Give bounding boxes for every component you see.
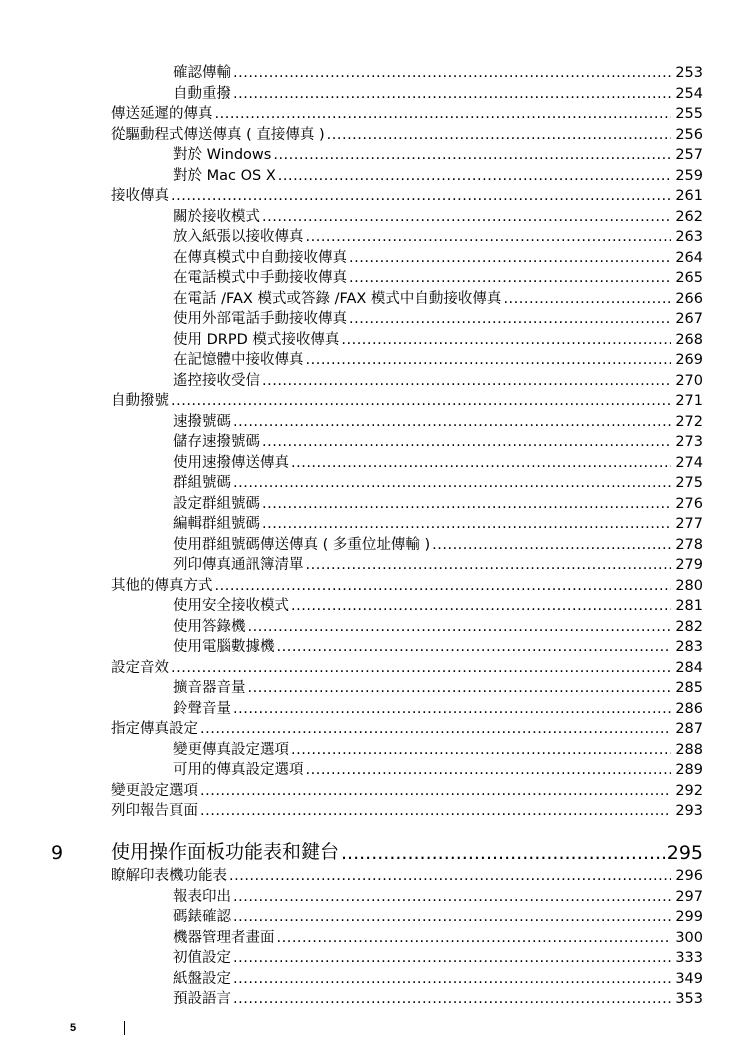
- toc-entry[interactable]: [173, 328, 703, 348]
- leader-dots: [248, 619, 672, 635]
- leader-dots: [215, 106, 672, 122]
- toc-entry-page: 268: [675, 331, 703, 348]
- toc-entry-page: 262: [675, 208, 703, 225]
- toc-entry-title: 列印傳真通訊簿清單: [173, 557, 304, 573]
- toc-entry[interactable]: [111, 717, 703, 737]
- toc-entry[interactable]: [173, 926, 703, 946]
- toc-entry[interactable]: [173, 164, 703, 184]
- toc-entry-title: 群組號碼: [173, 475, 231, 491]
- leader-dots: [233, 414, 671, 430]
- toc-entry-page: 353: [675, 991, 703, 1007]
- toc-entry-page: 292: [675, 782, 703, 799]
- toc-entry-title: 機器管理者畫面: [173, 929, 275, 946]
- toc-entry-page: 267: [675, 311, 703, 327]
- leader-dots: [200, 721, 671, 737]
- toc-entry-title: 初值設定: [173, 950, 231, 966]
- toc-entry-title: 在電話 /FAX 模式或答錄 /FAX 模式中自動接收傳真: [173, 290, 502, 307]
- toc-entry-title: 對於 Windows: [173, 147, 272, 163]
- leader-dots: [306, 352, 672, 368]
- leader-dots: [349, 270, 671, 286]
- toc-entry[interactable]: [111, 574, 703, 594]
- toc-entry-title: 使用 DRPD 模式接收傳真: [173, 331, 340, 348]
- toc-entry[interactable]: [111, 864, 703, 884]
- toc-entry[interactable]: [173, 369, 703, 389]
- toc-entry-page: 297: [675, 888, 703, 905]
- leader-dots: [277, 930, 672, 946]
- leader-dots: [233, 701, 671, 717]
- toc-entry[interactable]: [173, 410, 703, 430]
- leader-dots: [171, 660, 671, 676]
- toc-entry[interactable]: [111, 799, 703, 819]
- toc-entry-page: 263: [675, 229, 703, 245]
- toc-entry-title: 速撥號碼: [173, 413, 231, 430]
- leader-dots: [200, 803, 671, 819]
- toc-entry[interactable]: [173, 225, 703, 245]
- toc-entry-title: 使用速撥傳送傳真: [173, 454, 289, 471]
- toc-entry[interactable]: [111, 389, 703, 409]
- leader-dots: [233, 950, 671, 966]
- leader-dots: [262, 434, 671, 450]
- toc-entry-title: 報表印出: [173, 888, 231, 905]
- toc-entry[interactable]: [173, 512, 703, 532]
- toc-entry-page: 296: [675, 868, 703, 884]
- toc-entry[interactable]: [173, 635, 703, 655]
- toc-entry-page: 280: [675, 577, 703, 594]
- toc-entry-page: 299: [675, 909, 703, 925]
- leader-dots: [277, 639, 672, 655]
- leader-dots: [233, 991, 671, 1007]
- toc-entry[interactable]: [173, 143, 703, 163]
- footer-page-number: 5: [70, 1022, 77, 1034]
- toc-entry-page: 289: [675, 762, 703, 778]
- toc-entry-title: 可用的傳真設定選項: [173, 762, 304, 778]
- toc-entry[interactable]: [173, 967, 703, 987]
- toc-entry[interactable]: [111, 779, 703, 799]
- toc-entry-title: 變更設定選項: [111, 782, 198, 799]
- toc-entry-page: 270: [675, 372, 703, 389]
- toc-entry-page: 279: [675, 557, 703, 573]
- toc-entry-page: 283: [675, 639, 703, 655]
- toc-entry-title: 在電話模式中手動接收傳真: [173, 270, 347, 286]
- leader-dots: [171, 188, 671, 204]
- chapter-page: 295: [666, 842, 703, 864]
- leader-dots: [341, 842, 665, 864]
- toc-entry-page: 266: [675, 290, 703, 307]
- leader-dots: [432, 537, 671, 553]
- leader-dots: [291, 455, 671, 471]
- toc-entry[interactable]: [111, 184, 703, 204]
- toc-entry-page: 282: [675, 618, 703, 635]
- toc-entry-title: 編輯群組號碼: [173, 516, 260, 532]
- toc-entry[interactable]: [173, 738, 703, 758]
- toc-entry-page: 333: [675, 950, 703, 966]
- leader-dots: [306, 557, 672, 573]
- leader-dots: [306, 762, 672, 778]
- toc-entry-page: 284: [675, 659, 703, 676]
- toc-entry-title: 確認傳輸: [173, 65, 231, 81]
- toc-entry-page: 286: [675, 700, 703, 717]
- leader-dots: [503, 291, 671, 307]
- toc-entry-page: 278: [675, 536, 703, 553]
- leader-dots: [306, 229, 672, 245]
- toc-entry[interactable]: [173, 246, 703, 266]
- toc-entry-page: 276: [675, 495, 703, 512]
- toc-entry-page: 255: [675, 106, 703, 122]
- toc-entry[interactable]: [173, 987, 703, 1007]
- toc-entry[interactable]: [173, 615, 703, 635]
- toc-entry-page: 264: [675, 249, 703, 266]
- toc-entry-title: 碼錶確認: [173, 909, 231, 925]
- toc-entry-title: 對於 Mac OS X: [173, 167, 276, 184]
- toc-entry-page: 259: [675, 167, 703, 184]
- leader-dots: [233, 65, 671, 81]
- leader-dots: [262, 209, 671, 225]
- toc-entry[interactable]: [173, 287, 703, 307]
- leader-dots: [349, 250, 671, 266]
- leader-dots: [248, 680, 672, 696]
- toc-entry-title: 接收傳真: [111, 188, 169, 204]
- toc-entry[interactable]: [173, 61, 703, 81]
- toc-entry-page: 265: [675, 270, 703, 286]
- leader-dots: [349, 311, 671, 327]
- toc-entry-title: 放入紙張以接收傳真: [173, 229, 304, 245]
- toc-entry-page: 274: [675, 454, 703, 471]
- toc-entry-page: 275: [675, 475, 703, 491]
- toc-entry-page: 272: [675, 413, 703, 430]
- leader-dots: [233, 475, 671, 491]
- toc-entry-title: 關於接收模式: [173, 208, 260, 225]
- toc-entry-page: 257: [675, 147, 703, 163]
- leader-dots: [233, 909, 671, 925]
- toc-entry[interactable]: [173, 594, 703, 614]
- toc-entry-title: 在傳真模式中自動接收傳真: [173, 249, 347, 266]
- leader-dots: [200, 783, 671, 799]
- chapter-title: 使用操作面板功能表和鍵台: [111, 841, 340, 863]
- toc-entry[interactable]: [173, 205, 703, 225]
- toc-entry[interactable]: [173, 471, 703, 491]
- footer-divider: [124, 1021, 125, 1035]
- leader-dots: [262, 516, 671, 532]
- toc-entry-title: 使用答錄機: [173, 618, 246, 635]
- toc-entry-page: 281: [675, 598, 703, 614]
- toc-entry-page: 293: [675, 803, 703, 819]
- toc-entry-page: 253: [675, 65, 703, 81]
- toc-entry-title: 儲存速撥號碼: [173, 434, 260, 450]
- leader-dots: [291, 598, 671, 614]
- toc-entry[interactable]: [173, 348, 703, 368]
- toc-entry[interactable]: [173, 430, 703, 450]
- toc-entry-title: 其他的傳真方式: [111, 577, 213, 594]
- leader-dots: [278, 168, 671, 184]
- toc-entry-title: 使用安全接收模式: [173, 598, 289, 614]
- toc-entry-title: 自動撥號: [111, 393, 169, 409]
- toc-entry[interactable]: [173, 676, 703, 696]
- toc-entry[interactable]: [173, 758, 703, 778]
- leader-dots: [341, 332, 671, 348]
- toc-entry-page: 271: [675, 393, 703, 409]
- toc-entry-title: 使用群組號碼傳送傳真 ( 多重位址傳輸 ): [173, 536, 431, 553]
- toc-entry[interactable]: [173, 697, 703, 717]
- toc-entry[interactable]: [173, 553, 703, 573]
- toc-entry-title: 自動重撥: [173, 85, 231, 102]
- toc-entry-title: 變更傳真設定選項: [173, 741, 289, 758]
- toc-entry[interactable]: [173, 533, 703, 553]
- toc-entry-title: 遙控接收受信: [173, 372, 260, 389]
- toc-entry-title: 使用電腦數據機: [173, 639, 275, 655]
- leader-dots: [291, 742, 671, 758]
- toc-entry[interactable]: [173, 946, 703, 966]
- toc-entry-title: 列印報告頁面: [111, 803, 198, 819]
- toc-entry-title: 預設語言: [173, 991, 231, 1007]
- toc-entry-page: 256: [675, 126, 703, 143]
- chapter-heading[interactable]: [0, 838, 753, 864]
- toc-entry-title: 擴音器音量: [173, 680, 246, 696]
- toc-entry-title: 設定音效: [111, 659, 169, 676]
- toc-entry-title: 傳送延遲的傳真: [111, 106, 213, 122]
- toc-entry-page: 288: [675, 741, 703, 758]
- toc-entry[interactable]: [111, 102, 703, 122]
- toc-entry[interactable]: [173, 266, 703, 286]
- toc-entry[interactable]: [111, 656, 703, 676]
- leader-dots: [273, 147, 671, 163]
- toc-entry-page: 349: [675, 970, 703, 987]
- toc-entry-title: 指定傳真設定: [111, 721, 198, 737]
- toc-entry-title: 鈴聲音量: [173, 700, 231, 717]
- toc-entry-page: 277: [675, 516, 703, 532]
- toc-entry-title: 使用外部電話手動接收傳真: [173, 311, 347, 327]
- toc-entry-title: 瞭解印表機功能表: [111, 868, 227, 884]
- toc-entry-page: 254: [675, 85, 703, 102]
- leader-dots: [233, 971, 671, 987]
- toc-entry[interactable]: [173, 492, 703, 512]
- toc-entry-page: 287: [675, 721, 703, 737]
- toc-entry-page: 273: [675, 434, 703, 450]
- toc-entry-page: 300: [675, 929, 703, 946]
- toc-entry-title: 從驅動程式傳送傳真 ( 直接傳真 ): [111, 126, 325, 143]
- toc-entry[interactable]: [111, 123, 703, 143]
- leader-dots: [262, 496, 671, 512]
- toc-entry[interactable]: [173, 885, 703, 905]
- leader-dots: [262, 373, 671, 389]
- toc-entry[interactable]: [173, 905, 703, 925]
- toc-entry-page: 285: [675, 680, 703, 696]
- toc-entry-title: 在記憶體中接收傳真: [173, 352, 304, 368]
- toc-entry-title: 紙盤設定: [173, 970, 231, 987]
- leader-dots: [327, 127, 671, 143]
- toc-entry[interactable]: [173, 82, 703, 102]
- leader-dots: [215, 578, 672, 594]
- leader-dots: [229, 868, 671, 884]
- chapter-number: 9: [51, 842, 64, 864]
- leader-dots: [233, 889, 671, 905]
- toc-entry-title: 設定群組號碼: [173, 495, 260, 512]
- toc-entry-page: 261: [675, 188, 703, 204]
- leader-dots: [171, 393, 671, 409]
- toc-entry[interactable]: [173, 307, 703, 327]
- leader-dots: [233, 86, 671, 102]
- toc-entry[interactable]: [173, 451, 703, 471]
- toc-entry-page: 269: [675, 352, 703, 368]
